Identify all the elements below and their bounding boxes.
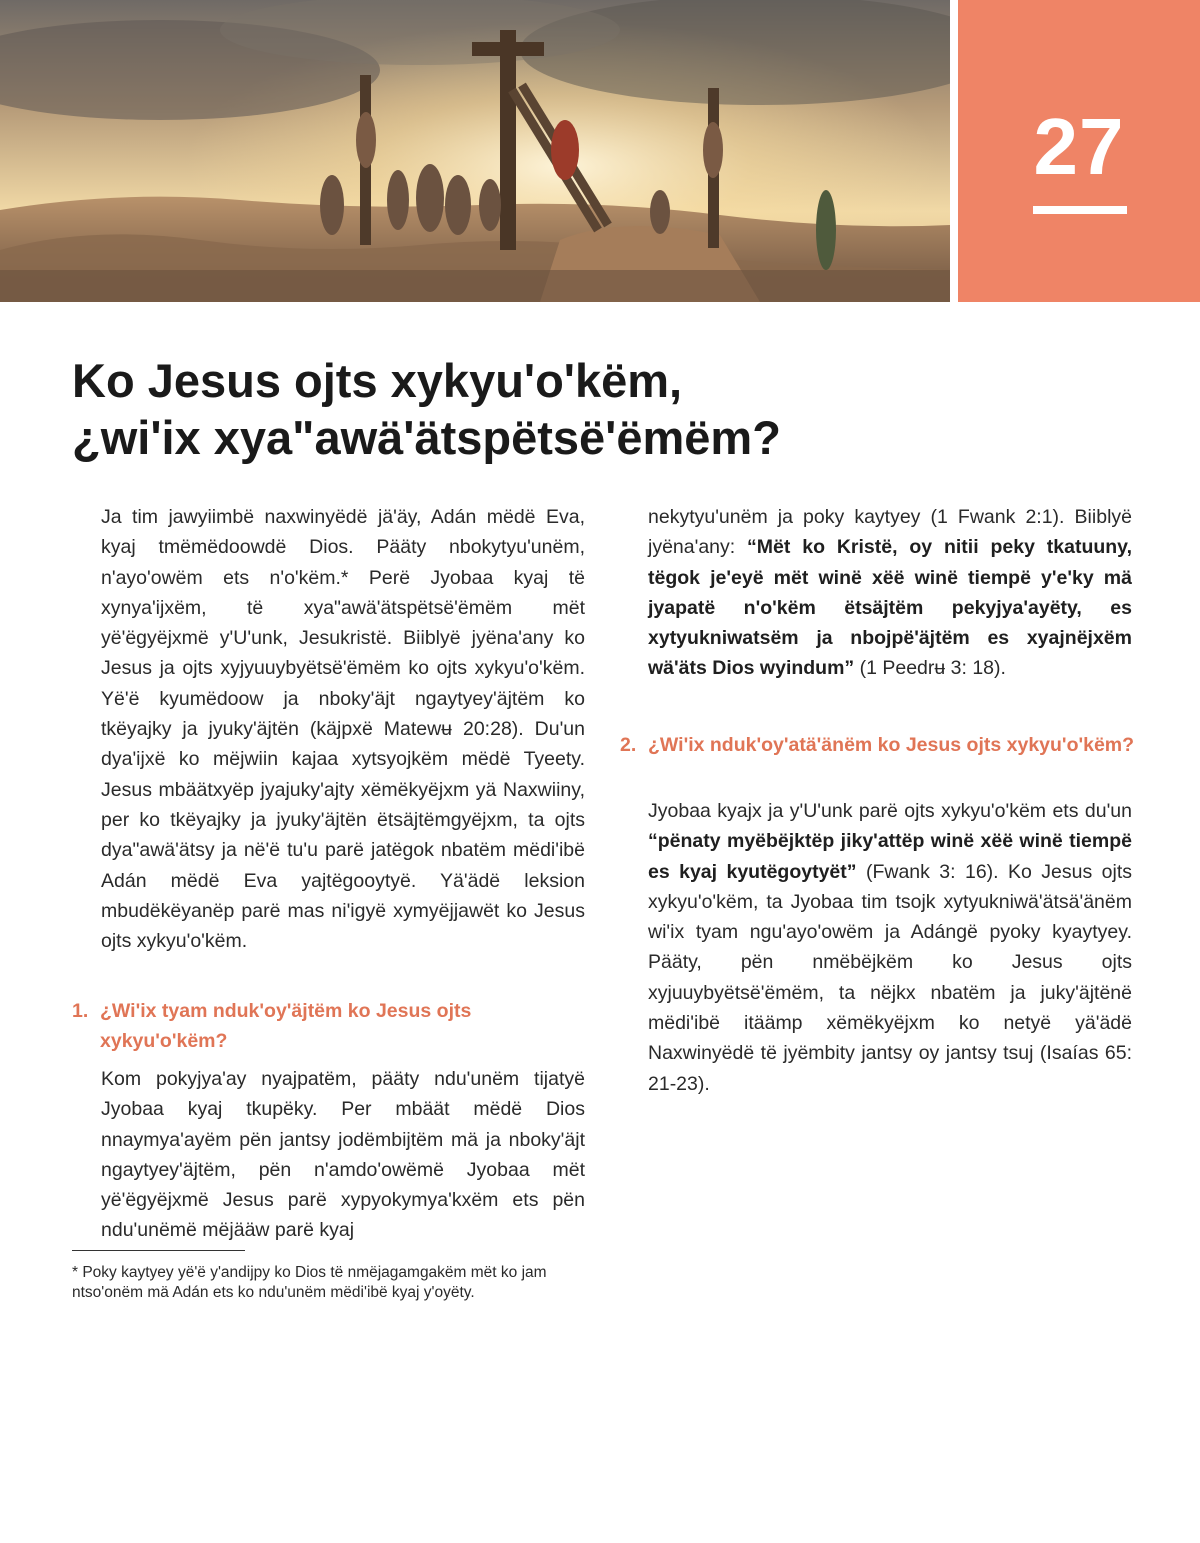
question-1-heading: [72, 996, 592, 1056]
question-1-continuation-lead: nekytyu'unëm ja poky kaytyey (1 Fwank 2:1). Biiblyë jyëna'any:: [648, 506, 1132, 559]
question-1-number: 1.: [72, 1000, 89, 1022]
lesson-number-underline: [1033, 206, 1127, 214]
lesson-number-box: [958, 0, 1200, 302]
page-title: [72, 352, 972, 466]
question-1-body: Kom pokyjya'ay nyajpatëm, pääty ndu'unëm tijatyë Jyobaa kyaj tkupëky. Per mbäät mëdë Dios nnaymya'ayëm pën jantsy jodëmbijtëm mä ja nboky'äjt ngaytyey'äjtëm, pën n'amdo'owëmë Jyobaa mët yë'ëgyëjxmë Jesus parë xypyokymya'kxëm ets pën ndu'unëmë mëjääw parë kyaj: [101, 1068, 585, 1242]
right-column: [648, 502, 1132, 684]
hero-image: [0, 0, 950, 302]
question-2-number: 2.: [620, 734, 637, 756]
question-2-lead: Jyobaa kyajx ja y'U'unk parë ojts xykyu'o'këm ets du'un: [648, 800, 1132, 822]
question-2-column: [648, 796, 1132, 1099]
intro-paragraph: Ja tim jawyiimbë naxwinyëdë jä'äy, Adán mëdë Eva, kyaj tmëmëdoowdë Dios. Pääty nbokytyu'unëm, n'ayo'owëm ets n'o'këm.* Perë Jyobaa kyaj të xynya'ijxëm, të xya"awä'ätspëtsë'ëmëm mët yë'ëgyëjxmë y'U'unk, Jesukristë. Biiblyë jyëna'any ko Jesus ja ojts xyjyuuybyëtsë'ëmëm ko ojts xykyu'o'këm. Yë'ë kyumëdoow ja nboky'äjt ngaytyey'äjtëm ko tkëyajky ja jyuky'äjtën (käjpxë Matewʉ 20:28). Du'un dya'ijxë ko mëjwiin kajaa xytsyojkëm mëdë Tyeety. Jesus mbäätxyëp jyajuky'ajty xëmëkyëjxm yä Naxwiiny, per ko tkëyajky ja jyuky'äjtën ëtsäjtëmgyëjxm, ta ojts dya"awä'ätsy ja në'ë tu'u parë jatëgok nbatëm mëdi'ibë Adán mëdë Eva yajtëgooytyë. Yä'ädë leksion mbudëkëyanëp parë mas ni'igyë xymyëjjawët ko Jesus ojts xykyu'o'këm.: [101, 506, 585, 953]
question-1-column: [101, 1064, 585, 1246]
question-2-rest: (Fwank 3: 16). Ko Jesus ojts xykyu'o'këm, ta Jyobaa tim tsojk xytyukniwä'ätsä'änëm wi'ix tyam ngu'ayo'owëm ja Adángë pyoky kyaytyey. Pääty, pën nmëbëjkëm ko Jesus ojts xyjuuybyëtsë'ëmëm, ta nëjkx nbatëm ja juky'äjtënë mëdi'ibë itäämp xëmëkyëjxm ko netyë yä'ädë Naxwinyëdë të jyëmbity jantsy oy jantsy tsuj (Isaías 65: 21-23).: [648, 860, 1133, 1095]
lesson-number: 27: [1033, 102, 1125, 191]
question-2-quote: “pënaty myëbëjktëp jiky'attëp winë xëë winë tiempë es kyaj kyutëgoytyët”: [648, 830, 1132, 883]
question-2-text: ¿Wi'ix nduk'oy'atä'änëm ko Jesus ojts xykyu'o'këm?: [648, 734, 1135, 756]
intro-column: [101, 502, 585, 956]
footnote-divider: [72, 1250, 245, 1251]
question-1-quote: “Mët ko Kristë, oy nitii peky tkatuuny, tëgok je'eyë mët winë xëë winë tiempë y'e'ky mä jyapatë n'o'këm ëtsäjtëm pekyjya'ayëty, es xytyukniwatsëm ja nbojpë'äjtëm es xyajnëjxëm wä'äts Dios wyindum”: [648, 536, 1132, 680]
page-title-line-1: Ko Jesus ojts xykyu'o'këm,: [72, 354, 683, 407]
page-title-line-2: ¿wi'ix xya"awä'ätspëtsë'ëmëm?: [72, 411, 781, 464]
question-2-body: [648, 796, 1132, 1099]
question-1-citation: (1 Peedrʉ 3: 18).: [854, 657, 1006, 680]
footnote: * Poky kaytyey yë'ë y'andijpy ko Dios të nmëjagamgakëm mët ko jam ntso'onëm mä Adán ets ko ndu'unëm mëdi'ibë kyaj y'oyëty.: [72, 1264, 547, 1301]
question-1-body-continued: [648, 502, 1132, 684]
question-2-heading: [620, 730, 1140, 760]
question-1-text: ¿Wi'ix tyam nduk'oy'äjtëm ko Jesus ojts xykyu'o'këm?: [100, 1000, 472, 1052]
